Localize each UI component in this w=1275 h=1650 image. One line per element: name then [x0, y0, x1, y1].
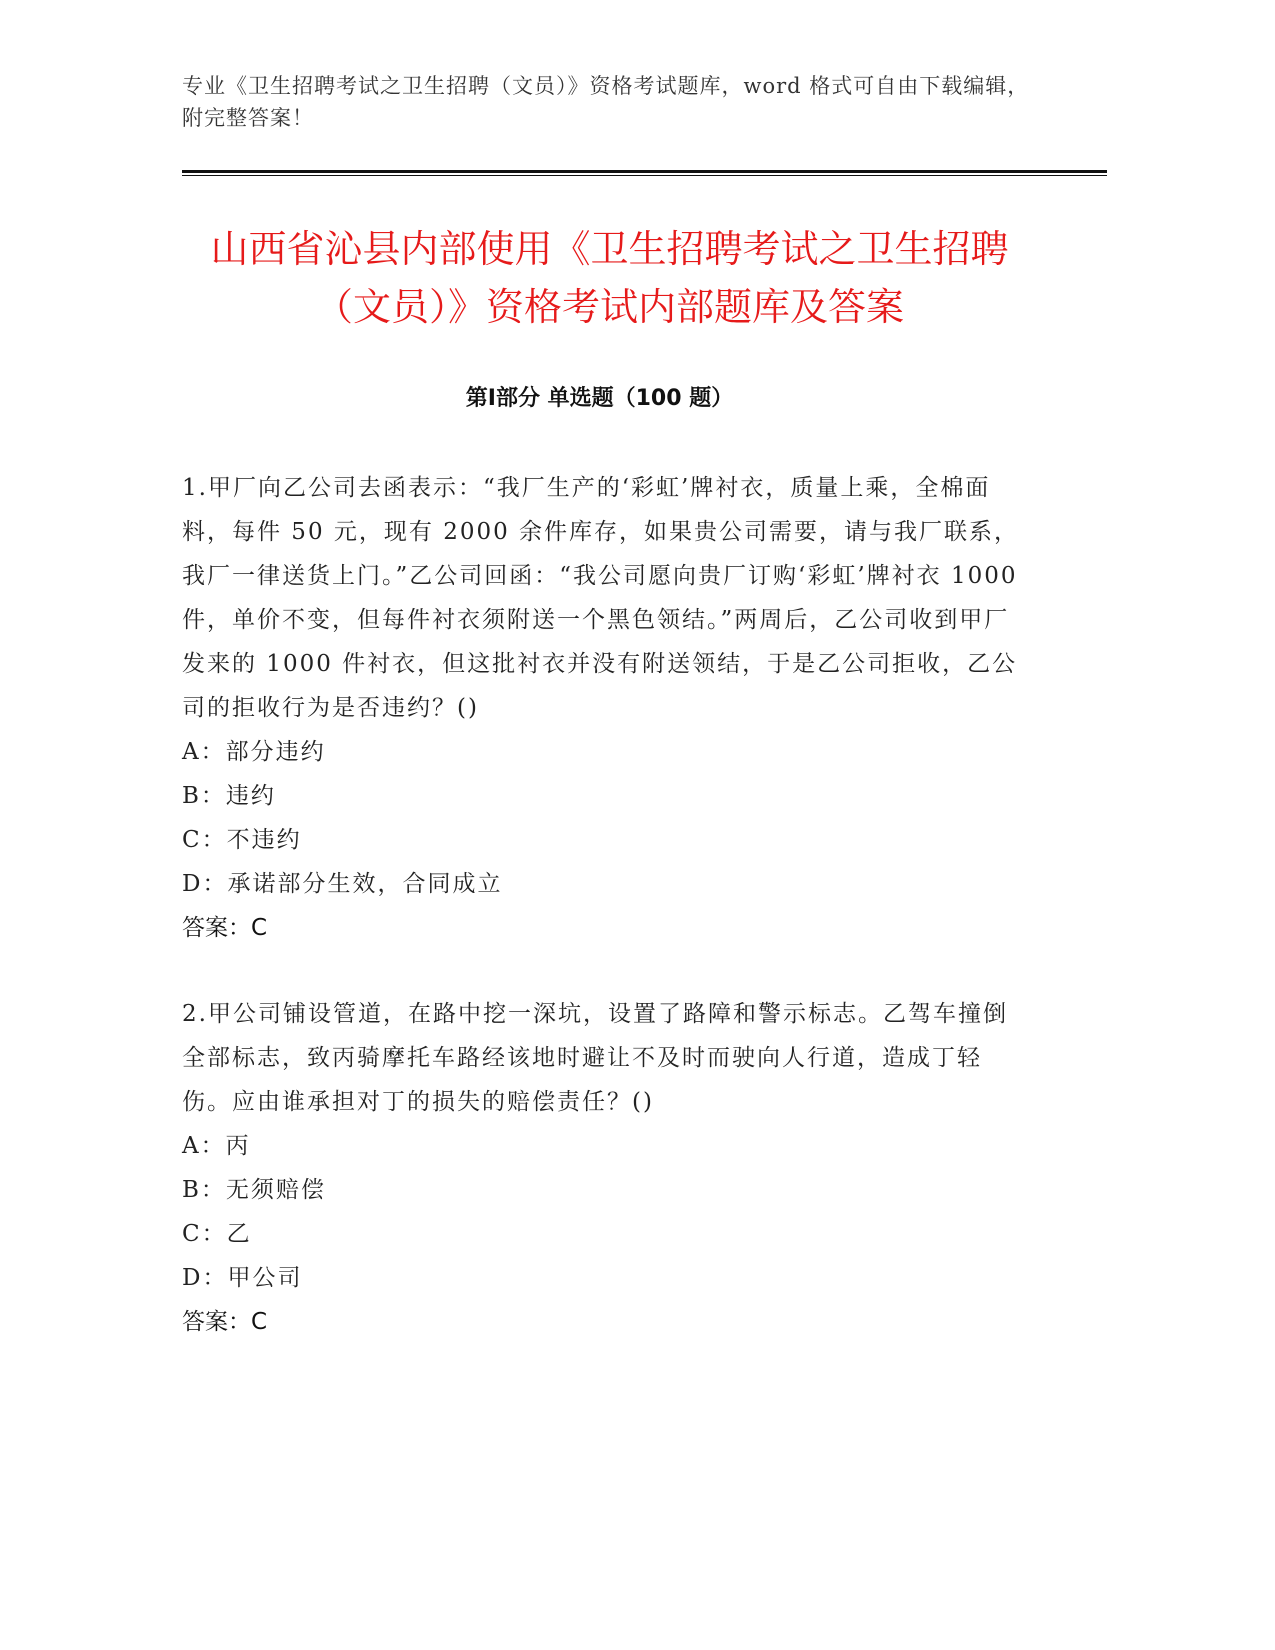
- section-heading: 第Ⅰ部分 单选题（100 题）: [465, 386, 734, 411]
- document-title: 山西省沁县内部使用《卫生招聘考试之卫生招聘（文员）》资格考试内部题库及答案: [210, 227, 1009, 329]
- option-b: B：违约: [182, 783, 276, 809]
- option-d: D：甲公司: [182, 1265, 303, 1291]
- option-c: C：乙: [182, 1221, 252, 1247]
- option-a: A：丙: [182, 1133, 251, 1159]
- option-a: A：部分违约: [182, 739, 326, 765]
- question-stem: 2.甲公司铺设管道，在路中挖一深坑，设置了路障和警示标志。乙驾车撞倒全部标志，致丙骑摩托车路经该地时避让不及时而驶向人行道，造成丁轻伤。应由谁承担对丁的损失的赔偿责任？(): [182, 1001, 1008, 1115]
- question-2: [182, 992, 1107, 1344]
- header-divider: [182, 170, 1107, 176]
- option-b: B：无须赔偿: [182, 1177, 326, 1203]
- document-page: [182, 70, 1107, 1344]
- option-d: D：承诺部分生效，合同成立: [182, 871, 503, 897]
- option-c: C：不违约: [182, 827, 302, 853]
- answer: 答案：C: [182, 1309, 268, 1335]
- answer: 答案：C: [182, 915, 268, 941]
- header-note: 专业《卫生招聘考试之卫生招聘（文员）》资格考试题库，word 格式可自由下载编辑，附完整答案！: [182, 74, 1030, 130]
- question-stem: 1.甲厂向乙公司去函表示：“我厂生产的‘彩虹’牌衬衣，质量上乘，全棉面料，每件 50 元，现有 2000 余件库存，如果贵公司需要，请与我厂联系，我厂一律送货上门。”乙公司回函：“我公司愿向贵厂订购‘彩虹’牌衬衣 1000 件，单价不变，但每件衬衣须附送一个黑色领结。”两周后，乙公司收到甲厂发来的 1000 件衬衣，但这批衬衣并没有附送领结，于是乙公司拒收，乙公司的拒收行为是否违约？(): [182, 475, 1020, 721]
- question-1: [182, 466, 1107, 950]
